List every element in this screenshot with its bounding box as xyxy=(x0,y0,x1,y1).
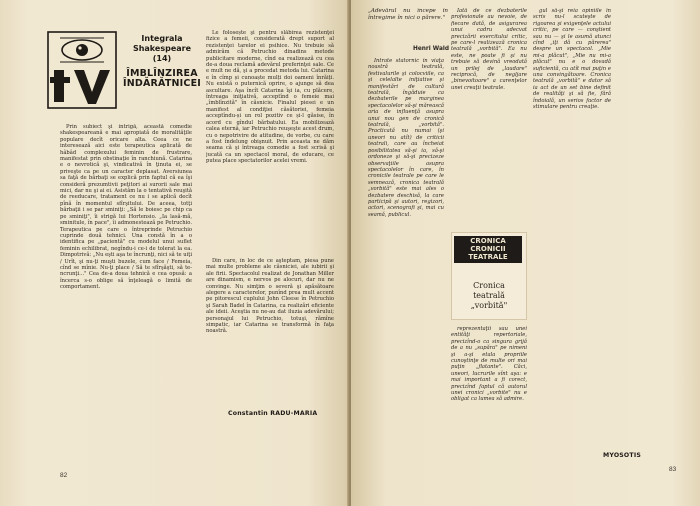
left-column-2 xyxy=(206,30,334,255)
right-column-2-bottom xyxy=(451,326,527,468)
left-column-1 xyxy=(60,124,192,470)
right-page xyxy=(351,0,700,506)
right-column-3-text: gul să-şi reia opiniile în scris nu-l scuteşte de rigoarea şi exigenţele actului critic, pe care — conştient sau nu — şi le asumă atunci cînd „iţi dă cu părerea" despre un spectacol. „Mie mi-a plăcut", „Mie nu mi-a plăcut" nu e o dovadă suficientă, cu atît mai puţin e una convingătoare. Cronica teatrală „vorbită" e dator să ia act de un set bine definit de realităţi şi să fie, fără îndoială, un serios factor de stimulare pentru creaţie. xyxy=(533,8,611,111)
right-column-2-bottom-text: reprezentaţii sau unei entităţi repertoriale, precizînd-o ca singura grijă de a nu „supăra" pe nimeni şi a-şi etala propriile cunoştinţe de multe ori mai puţin „flatante". Căci, uneori, lucrurile sînt aşa: e mai important a fi corect, precizînd faptul că autorul unei cronici „vorbite" nu e obligat ca lumea să admire. xyxy=(451,326,527,403)
section-kicker xyxy=(122,34,202,89)
kicker-number: (14) xyxy=(152,54,172,63)
advert-subtitle-1: Cronica xyxy=(473,281,505,290)
section-advert-box xyxy=(451,232,527,320)
author-signature-right: MYOSOTIS xyxy=(603,452,641,459)
left-column-3 xyxy=(206,258,334,403)
advert-banner-line-2: CRONICII xyxy=(470,245,506,253)
kicker-line-2: Shakespeare xyxy=(132,44,192,53)
right-column-1 xyxy=(368,58,444,468)
advert-banner-line-1: CRONICA xyxy=(470,237,506,245)
epigraph-author: Henri Wald xyxy=(413,46,450,52)
right-column-2-text: Iată de ce dezbaterile profesionale au nevoie, de fiecare dată, de asigurarea unui cadru adecvat precizării exercitului critic, pe care-l realizează cronica teatrală „vorbită". Ea nu este, ne poate fi şi nu trebuie să devină vreodată un prilej de „laudare" reciprocă, de negljare „binevoitoare" a carenţelor unei creaţii teatrale. xyxy=(451,8,527,91)
right-column-2 xyxy=(451,8,527,226)
advert-subtitle-3: „vorbită" xyxy=(470,301,508,310)
right-column-3 xyxy=(533,8,611,448)
right-column-1-text: Intrate statornic în viaţa noastră teatrală, festivalurile şi colocviile, ca şi celelalte iniţiative şi manifestări de cultură teatrală, îngăduie ca dezbaterile pe marginea spectacolelor să-şi mărească aria de influenţă asupra unui nou gen de cronică teatrală, „vorbită". Practicată nu numai (şi uneori nu atît) de criticii teatrali, care au încheiat posibilitatea să-şi ia, să-şi ordoneze şi să-şi precizeze observaţiile asupra spectacolelor în care, în cronicile teatrale pe care le semnează, cronica teatrală „vorbită" este mai ales o dezbatere deschisă, la care participă şi autori, regizori, actori, scenografi şi, mai cu seamă, publicul. xyxy=(368,58,444,218)
advert-subtitle xyxy=(456,281,522,311)
tv-logo-icon xyxy=(46,30,118,110)
epigraph xyxy=(368,8,448,44)
page-number-left: 82 xyxy=(60,472,68,479)
left-page xyxy=(0,0,349,506)
author-signature-left: Constantin RADU-MARIA xyxy=(228,410,318,417)
advert-banner xyxy=(454,236,522,263)
eye-icon xyxy=(60,38,104,62)
kicker-line-1: Integrala xyxy=(141,34,183,43)
left-column-3-text: Din care, în loc de ce aşteptam, piesa pune mai multe probleme ale căsniciei, ale iubirii şi ale firii. Spectacolul realizat de Jonathan Miller are dinamism, e nervos pe alocuri, dar nu ne convinge. Nu simţim o severă şi apăsătoare alegere a caracterelor, punînd prea mult accent pe pitorescul cuplului John Cleese în Petruchio şi Sarah Badel în Catarina, ca realizări eficiente ale ideii. Aceştia nu ne-au dat iluzia adevărului; personajul lui Petruchio, totuşi, rămîne simpatic, iar Catarina se transformă în faţa noastră. xyxy=(206,258,334,335)
article-title: ÎMBLÎNZIREA ÎNDĂRĂTNICEI xyxy=(122,68,201,89)
advert-banner-line-3: TEATRALE xyxy=(468,253,508,261)
advert-subtitle-2: teatrală xyxy=(473,291,505,300)
left-column-2-text: Le folosește şi pentru slăbirea rezistenţei fizice a femeii, considerată drept suport al rezistenţei tarelor ei psihice. Nu trebuie să admirăm că Petruchio dinadins metode publicitare moderne, cînd ea realizează cu cea de-a doua reclamă adevărul preferinţei sale. Ce e mult ne dă, şi a procedat metoda lui. Catarina e în cîmp și cunoaște mulți doi oameni înrăiți. Nu există o puternică oprire, o ajunge să dea ascultare. Aşa încît Catarina îşi ia, cu plăcere, întreaga iniţiativă, acceptînd o femeie mai „îmblînzită" în căsnicie. Finalul piesei e un manifest al condiţiei căsătoriei, femeia acceptîndu-și un rol pozitiv ce și-l găsise, în acord cu gîndul bărbatului. Ea mobilizează calea eternă, iar Petruchio reuşeşte acest drum, cu o nepotrivire de atitudine, de vorbe, cu care a fost îndelung obişnuit. Prin aceasta ne dăm seama că şi întreaga comedie a fost scrisă şi jucată ca un spectacol moral, de educare, ce putea place spectatorilor acelei vremi. xyxy=(206,30,334,165)
epigraph-text: „Adevărul nu începe în întregime în nici o părere." xyxy=(368,8,448,21)
page-number-right: 83 xyxy=(669,466,677,473)
left-column-1-text: Prin subiect şi intrigă, această comedie shakespeareană e mai apropiată de moralităţile populare decît oricare alta. Ceea ce ne interesează aici este terapeutica aplicată de hâbâd complexului feminin de frustrare, manifestat prin obstinaţie în ranchiună. Catarina e o nevrotică şi, vindicativă în ţinuta ei, se priveşte ca pe un caracter deplasat. Aversiunea sa faţă de bărbaţi se explică prin faptul că ea îşi consideră prezumtivii peţitori ai surorii sale mai mici, dar nu şi ai ei. Asistăm la o tentativă reuşită de reeducare, tratament ce nu i se aplică decît pînă în momentul sfîrşitului. De aceea, totţi bărbaţii i se par sminiţi: „Să le boiesc pe chip ca pe sminiţi", îi strigă lui Hortensio. „Ia lasă-mă, sminitule, în pace", îi admonestează pe Petruchio. Terapeutica pe care o întreprinde Petruchio cuprinde două tehnici. Una constă în a o identifica pe „pacientă" cu modelul unui suflet feminin echilibrat, negîndu-i ce-i de tolerat la ea. Dimpotrivă: „Nu eşti aşa te încrunţi, nici să te uiţi / Urît, şi nu-ţi muşti buzele, cum face / Femeia, cînd se mînie. Nu-ţi place / Să te sfîrşăşti, să te-ncrunţi..." Cea de-a doua tehnică e cea opusă: a încerca s-o oblige să înţeleagă o limită de comportament. xyxy=(60,124,192,291)
